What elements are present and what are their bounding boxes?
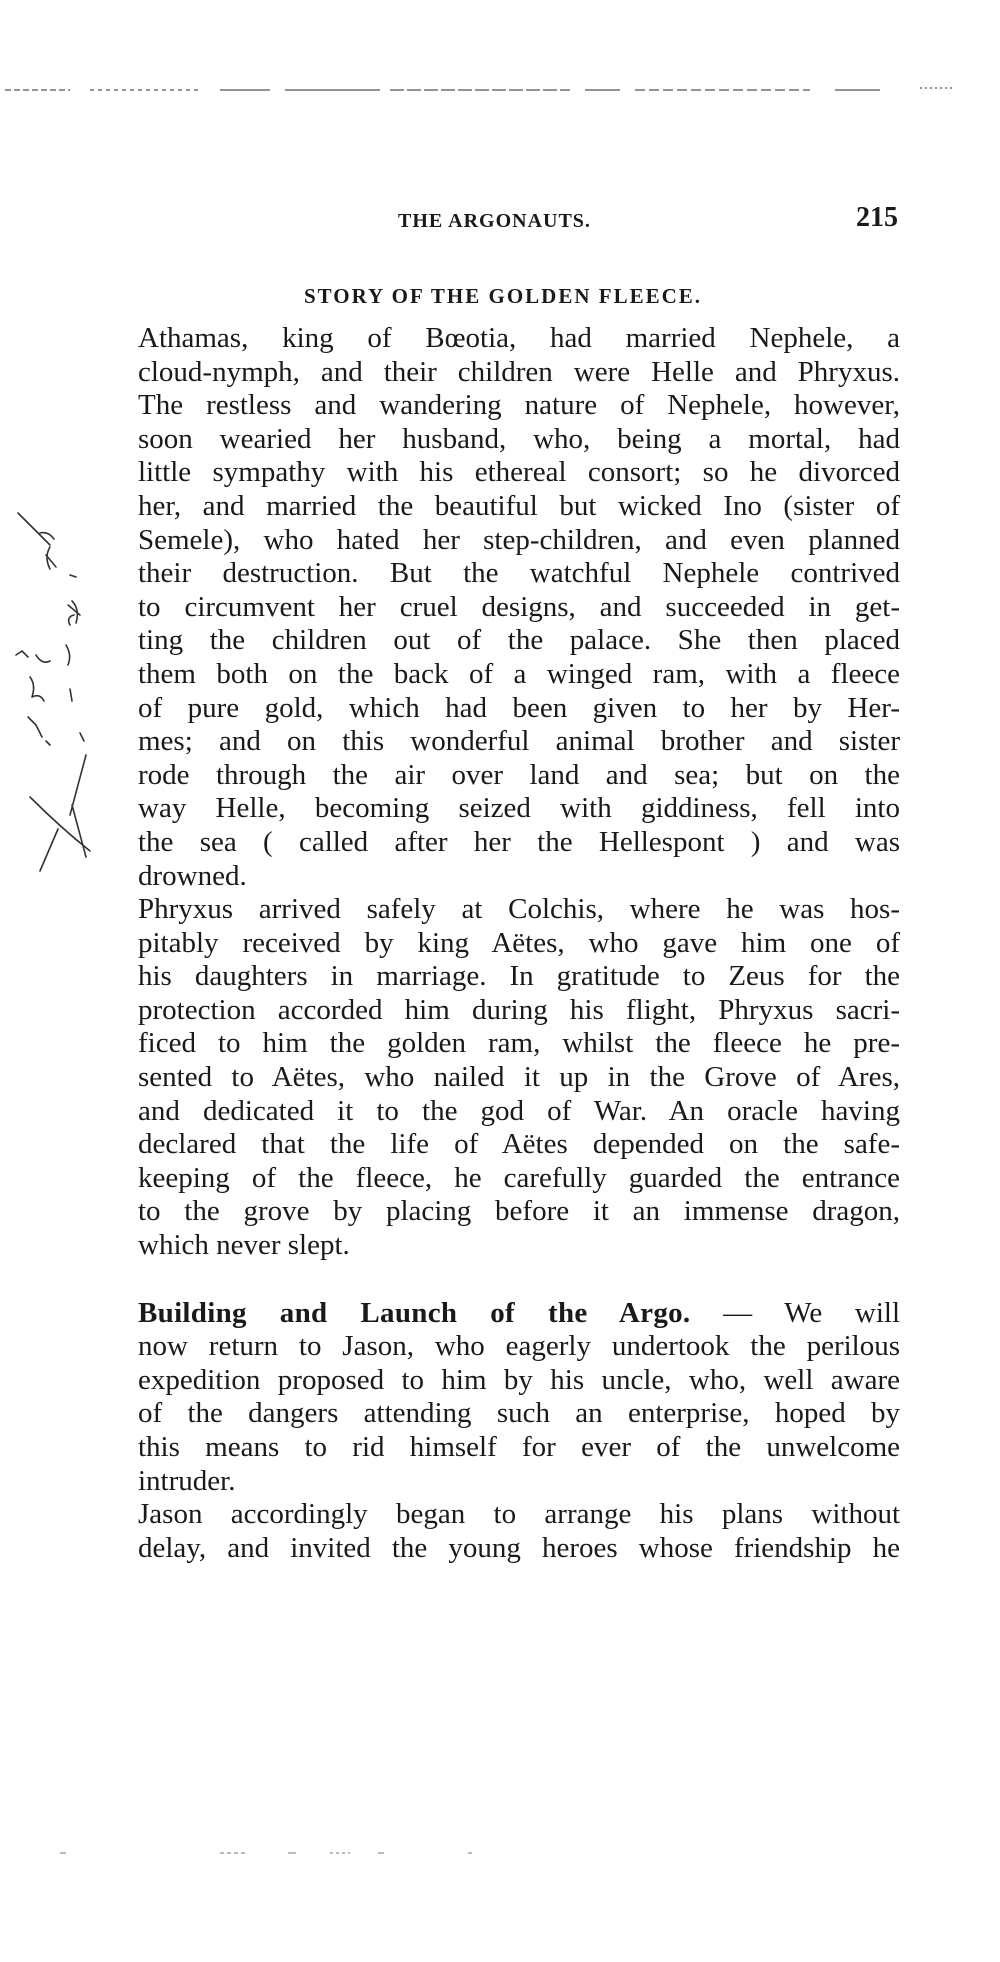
text-line: sented to Aëtes, who nailed it up in the Grove of Ares, [138, 1061, 900, 1094]
handwritten-marginal-marks [10, 505, 100, 885]
text-line: now return to Jason, who eagerly undertook the perilous [138, 1330, 900, 1363]
paragraph [108, 893, 900, 1263]
text-line: the sea ( called after her the Hellespont ) and was [138, 825, 900, 858]
text-line: little sympathy with his ethereal consort; so he divorced [138, 456, 900, 489]
text-line: Athamas, king of Bœotia, had married Nephele, a [138, 322, 900, 354]
page-header [108, 200, 898, 240]
text-line: protection accorded him during his flight, Phryxus sacri- [138, 993, 900, 1026]
text-line: which never slept. [138, 1229, 350, 1262]
text-line: Phryxus arrived safely at Colchis, where he was hos- [138, 893, 900, 926]
text-line: pitably received by king Aëtes, who gave him one of [138, 926, 900, 959]
side-heading: Building and Launch of the Argo. [138, 1296, 691, 1329]
running-title: THE ARGONAUTS. [398, 210, 591, 232]
scan-bottom-marks [60, 1846, 540, 1858]
scan-edge-line [0, 86, 1000, 94]
text-line: ting the children out of the palace. She then placed [138, 624, 900, 657]
text-line: keeping of the fleece, he carefully guarded the entrance [138, 1161, 900, 1194]
text-line: them both on the back of a winged ram, with a fleece [138, 657, 900, 690]
text-line: her, and married the beautiful but wicked Ino (sister of [138, 489, 900, 522]
paragraph [108, 1297, 900, 1499]
text-line: mes; and on this wonderful animal brother and sister [138, 725, 900, 758]
text-line: of the dangers attending such an enterprise, hoped by [138, 1397, 900, 1430]
text-line: to the grove by placing before it an immense dragon, [138, 1195, 900, 1228]
text-line: his daughters in marriage. In gratitude to Zeus for the [138, 960, 900, 993]
text-line: ficed to him the golden ram, whilst the fleece he pre- [138, 1027, 900, 1060]
text-line: Semele), who hated her step-children, and even planned [138, 523, 900, 556]
text-line: and dedicated it to the god of War. An oracle having [138, 1094, 900, 1127]
text-run: — We will [690, 1296, 900, 1329]
text-line [108, 1297, 900, 1331]
text-line: delay, and invited the young heroes whose friendship he [138, 1531, 900, 1564]
paragraph [108, 322, 900, 893]
text-line: of pure gold, which had been given to her by Her- [138, 691, 900, 724]
text-line: declared that the life of Aëtes depended on the safe- [138, 1128, 900, 1161]
text-line: way Helle, becoming seized with giddiness, fell into [138, 792, 900, 825]
body-text [108, 322, 900, 1565]
text-line: cloud-nymph, and their children were Helle and Phryxus. [138, 355, 900, 388]
paragraph [108, 1498, 900, 1565]
text-line: rode through the air over land and sea; but on the [138, 758, 900, 791]
text-line: expedition proposed to him by his uncle, who, well aware [138, 1363, 900, 1396]
text-line: The restless and wandering nature of Nephele, however, [138, 389, 900, 422]
text-line: soon wearied her husband, who, being a mortal, had [138, 422, 900, 455]
text-line: Jason accordingly began to arrange his plans without [138, 1498, 900, 1531]
text-line: intruder. [138, 1464, 236, 1497]
text-line: drowned. [138, 859, 247, 892]
page-number: 215 [856, 202, 898, 233]
text-line: their destruction. But the watchful Nephele contrived [138, 557, 900, 590]
section-title: STORY OF THE GOLDEN FLEECE. [303, 284, 703, 308]
text-line: to circumvent her cruel designs, and succeeded in get- [138, 590, 900, 623]
text-line: this means to rid himself for ever of the unwelcome [138, 1431, 900, 1463]
